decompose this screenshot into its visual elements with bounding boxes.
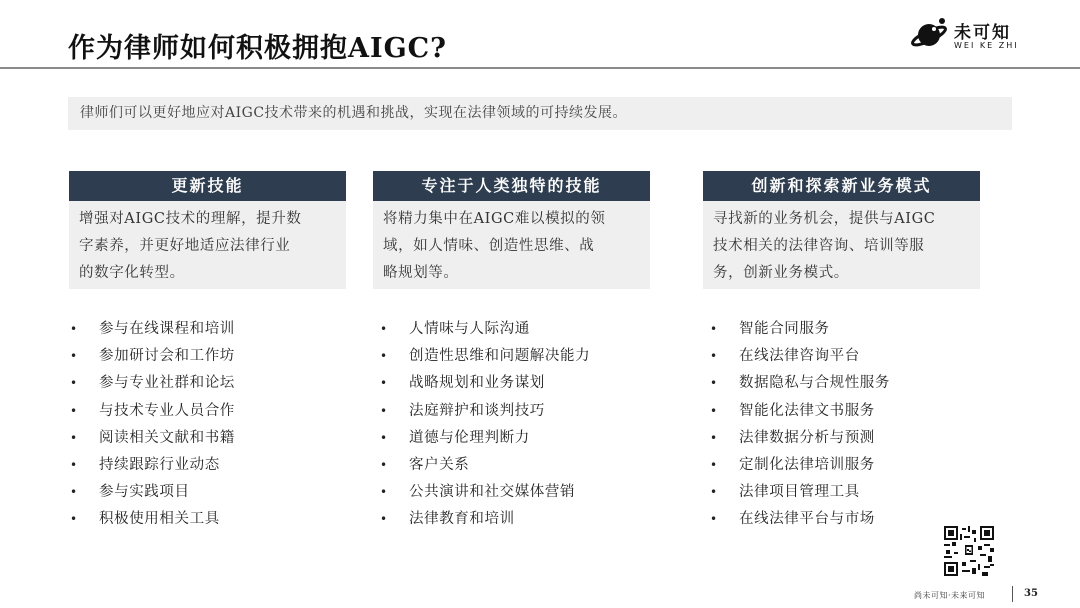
- description-line: 增强对AIGC技术的理解，提升数: [79, 211, 302, 227]
- description-line: 的数字化转型。: [79, 265, 185, 281]
- page-number: 35: [1024, 588, 1038, 599]
- bullet-icon: •: [710, 512, 718, 527]
- list-item: • 参加研讨会和工作坊: [70, 343, 235, 370]
- column-header: 专注于人类独特的技能: [373, 171, 650, 201]
- list-item: • 法庭辩护和谈判技巧: [380, 398, 590, 425]
- bullet-icon: •: [710, 457, 718, 472]
- list-item: • 法律项目管理工具: [710, 479, 890, 506]
- list-item: • 参与实践项目: [70, 479, 235, 506]
- bullet-icon: •: [380, 430, 388, 445]
- bullet-list-update-skills: [70, 316, 235, 534]
- description-line: 务，创新业务模式。: [713, 265, 849, 281]
- column-description: [69, 201, 346, 289]
- brand-name-en: WEI KE ZHI: [954, 41, 1019, 50]
- bullet-icon: •: [70, 322, 78, 336]
- brand-logo: [910, 16, 1030, 56]
- description-line: 寻找新的业务机会，提供与AIGC: [713, 211, 936, 227]
- footer-divider: [1012, 586, 1013, 602]
- planet-logo-icon: [910, 16, 950, 52]
- list-item: • 数据隐私与合规性服务: [710, 370, 890, 397]
- list-item: • 法律教育和培训: [380, 506, 590, 533]
- bullet-icon: •: [70, 485, 78, 500]
- column-new-business: [703, 171, 980, 289]
- footer-slogan: 尚未可知·未来可知: [914, 591, 986, 600]
- bullet-icon: •: [380, 512, 388, 527]
- qr-code-icon[interactable]: [944, 526, 994, 576]
- bullet-list-human-skills: [380, 316, 590, 534]
- bullet-icon: •: [380, 376, 388, 391]
- list-item: • 在线法律平台与市场: [710, 506, 890, 533]
- list-item: • 参与在线课程和培训: [70, 316, 235, 343]
- list-item: • 智能合同服务: [710, 316, 890, 343]
- column-description: [373, 201, 650, 289]
- column-description: [703, 201, 980, 289]
- list-item: • 道德与伦理判断力: [380, 425, 590, 452]
- bullet-icon: •: [380, 322, 388, 336]
- bullet-icon: •: [70, 430, 78, 445]
- bullet-icon: •: [70, 512, 78, 527]
- list-item: • 阅读相关文献和书籍: [70, 425, 235, 452]
- bullet-icon: •: [710, 322, 718, 336]
- bullet-list-new-business: [710, 316, 890, 534]
- bullet-icon: •: [380, 485, 388, 500]
- list-item: • 在线法律咨询平台: [710, 343, 890, 370]
- list-item: • 创造性思维和问题解决能力: [380, 343, 590, 370]
- column-header: 更新技能: [69, 171, 346, 201]
- column-human-skills: [373, 171, 650, 289]
- description-line: 域，如人情味、创造性思维、战: [383, 238, 595, 254]
- description-line: 技术相关的法律咨询、培训等服: [713, 238, 925, 254]
- list-item: • 法律数据分析与预测: [710, 425, 890, 452]
- list-item: • 客户关系: [380, 452, 590, 479]
- list-item: • 智能化法律文书服务: [710, 398, 890, 425]
- bullet-icon: •: [70, 349, 78, 364]
- column-update-skills: [69, 171, 346, 289]
- bullet-icon: •: [710, 403, 718, 418]
- bullet-icon: •: [710, 376, 718, 391]
- list-item: • 公共演讲和社交媒体营销: [380, 479, 590, 506]
- list-item: • 定制化法律培训服务: [710, 452, 890, 479]
- bullet-icon: •: [70, 376, 78, 391]
- list-item: • 参与专业社群和论坛: [70, 370, 235, 397]
- list-item: • 战略规划和业务谋划: [380, 370, 590, 397]
- list-item: • 人情味与人际沟通: [380, 316, 590, 343]
- intro-banner: 律师们可以更好地应对AIGC技术带来的机遇和挑战，实现在法律领域的可持续发展。: [68, 97, 1012, 130]
- header-divider: [0, 67, 1080, 69]
- description-line: 将精力集中在AIGC难以模拟的领: [383, 211, 606, 227]
- list-item: • 积极使用相关工具: [70, 506, 235, 533]
- bullet-icon: •: [70, 403, 78, 418]
- list-item: • 与技术专业人员合作: [70, 398, 235, 425]
- description-line: 字素养，并更好地适应法律行业: [79, 238, 291, 254]
- description-line: 略规划等。: [383, 265, 459, 281]
- column-header: 创新和探索新业务模式: [703, 171, 980, 201]
- bullet-icon: •: [380, 457, 388, 472]
- brand-name-cn: 未可知: [954, 23, 1011, 43]
- slide-title: 作为律师如何积极拥抱AIGC?: [68, 33, 447, 64]
- bullet-icon: •: [710, 485, 718, 500]
- bullet-icon: •: [70, 457, 78, 472]
- bullet-icon: •: [380, 349, 388, 364]
- bullet-icon: •: [380, 403, 388, 418]
- bullet-icon: •: [710, 349, 718, 364]
- list-item: • 持续跟踪行业动态: [70, 452, 235, 479]
- bullet-icon: •: [710, 430, 718, 445]
